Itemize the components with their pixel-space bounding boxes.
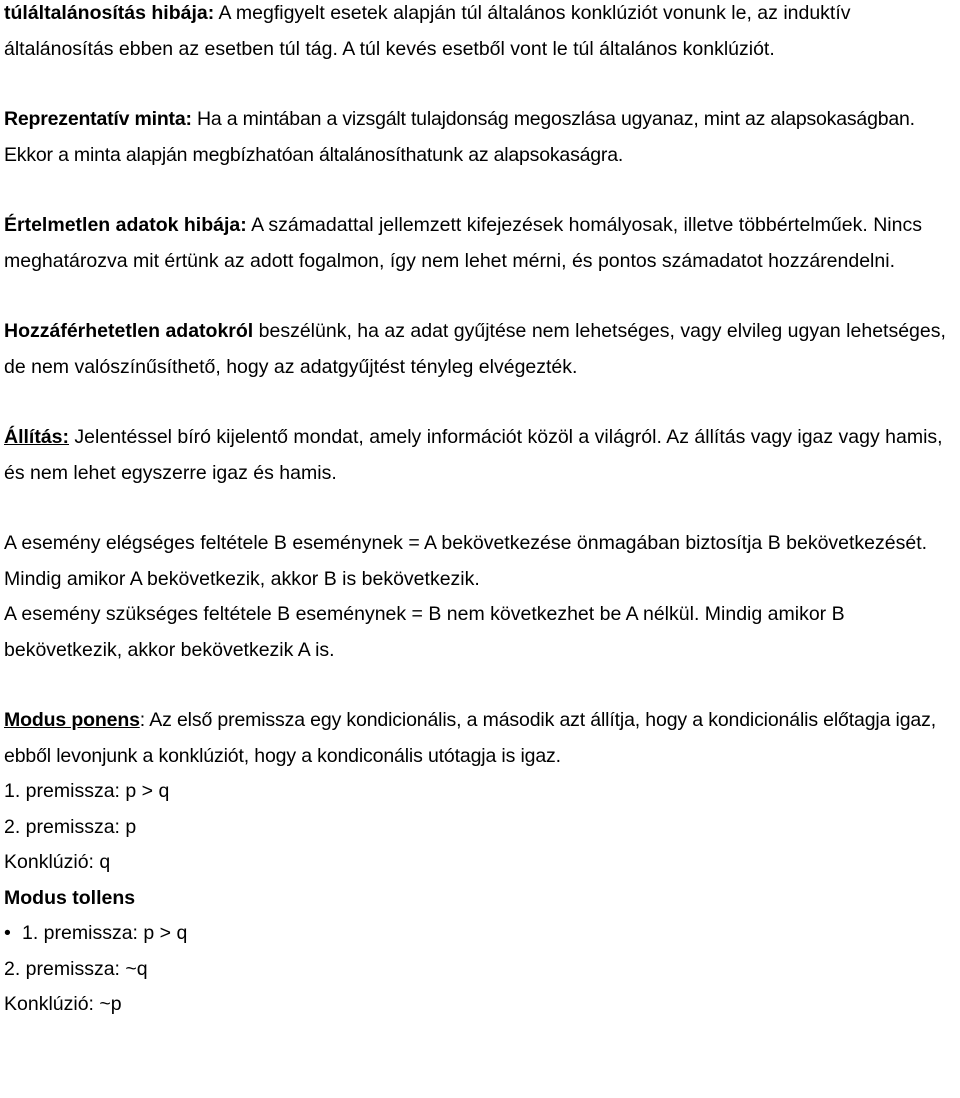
term-statement: Állítás: bbox=[4, 426, 70, 448]
text-inaccessible: beszélünk, ha az adat gyűjtése nem lehetséges, vagy elvileg ugyan lehetséges, de nem valószínűsíthető, hogy az adatgyűjtést tényleg elvégezték. bbox=[4, 320, 946, 378]
modus-ponens-conclusion: Konklúzió: q bbox=[4, 851, 111, 873]
spacer bbox=[4, 385, 956, 420]
text-statement: Jelentéssel bíró kijelentő mondat, amely információt közöl a világról. Az állítás vagy igaz vagy hamis, és nem lehet egyszerre igaz és hamis. bbox=[4, 426, 943, 484]
modus-tollens-premise-2: 2. premissza: ~q bbox=[4, 957, 148, 980]
text-meaningless: A számadattal jellemzett kifejezések homályosak, illetve többértelműek. Nincs meghatározva mit értünk az adott fogalmon, így nem lehet mérni, és pontos számadatot hozzárendelni. bbox=[4, 214, 922, 272]
paragraph-sufficient-condition: A esemény elégséges feltétele B eseménynek = A bekövetkezése önmagában biztosítja B bekövetkezését. Mindig amikor A bekövetkezik, akkor B is bekövetkezik. bbox=[4, 532, 928, 590]
text-modus-ponens: : Az első premissza egy kondicionális, a második azt állítja, hogy a kondicionális előtagja igaz, ebből levonjunk a konklúziót, hogy a kondiconális utótagja is igaz. bbox=[4, 709, 936, 767]
paragraph-inaccessible bbox=[4, 314, 956, 385]
paragraph-statement bbox=[4, 420, 956, 491]
term-inaccessible: Hozzáférhetetlen adatokról bbox=[4, 320, 254, 342]
heading-modus-tollens bbox=[4, 881, 956, 917]
spacer bbox=[4, 173, 956, 208]
modus-tollens-premise-1 bbox=[4, 916, 956, 952]
spacer bbox=[4, 67, 956, 102]
modus-ponens-premise-2: 2. premissza: p bbox=[4, 815, 137, 838]
term-modus-ponens: Modus ponens bbox=[4, 709, 140, 731]
bullet-icon: • bbox=[4, 922, 11, 944]
term-modus-tollens: Modus tollens bbox=[4, 886, 136, 909]
paragraph-modus-ponens bbox=[4, 703, 956, 774]
text-overgeneralization: A megfigyelt esetek alapján túl általános konklúziót vonunk le, az induktív általánosítás ebben az esetben túl tág. A túl kevés esetből vont le túl általános konklúziót. bbox=[4, 2, 851, 60]
paragraph-overgeneralization bbox=[4, 0, 956, 67]
modus-ponens-premise-1: 1. premissza: p > q bbox=[4, 780, 170, 802]
paragraph-representative bbox=[4, 102, 956, 173]
term-representative: Reprezentatív minta: bbox=[4, 108, 192, 130]
modus-tollens-conclusion: Konklúzió: ~p bbox=[4, 993, 122, 1015]
paragraph-necessary-condition: A esemény szükséges feltétele B eseménynek = B nem következhet be A nélkül. Mindig amikor B bekövetkezik, akkor bekövetkezik A is. bbox=[4, 603, 845, 661]
spacer bbox=[4, 668, 956, 703]
term-overgeneralization: túláltalánosítás hibája: bbox=[4, 2, 215, 24]
text-representative: Ha a mintában a vizsgált tulajdonság megoszlása ugyanaz, mint az alapsokaságban. Ekkor a minta alapján megbízhatóan általánosíthatunk az alapsokaságra. bbox=[4, 108, 915, 166]
spacer bbox=[4, 279, 956, 314]
term-meaningless: Értelmetlen adatok hibája: bbox=[4, 214, 247, 236]
spacer bbox=[4, 491, 956, 526]
paragraph-meaningless bbox=[4, 208, 956, 279]
modus-tollens-premise-1-text: 1. premissza: p > q bbox=[22, 922, 188, 944]
